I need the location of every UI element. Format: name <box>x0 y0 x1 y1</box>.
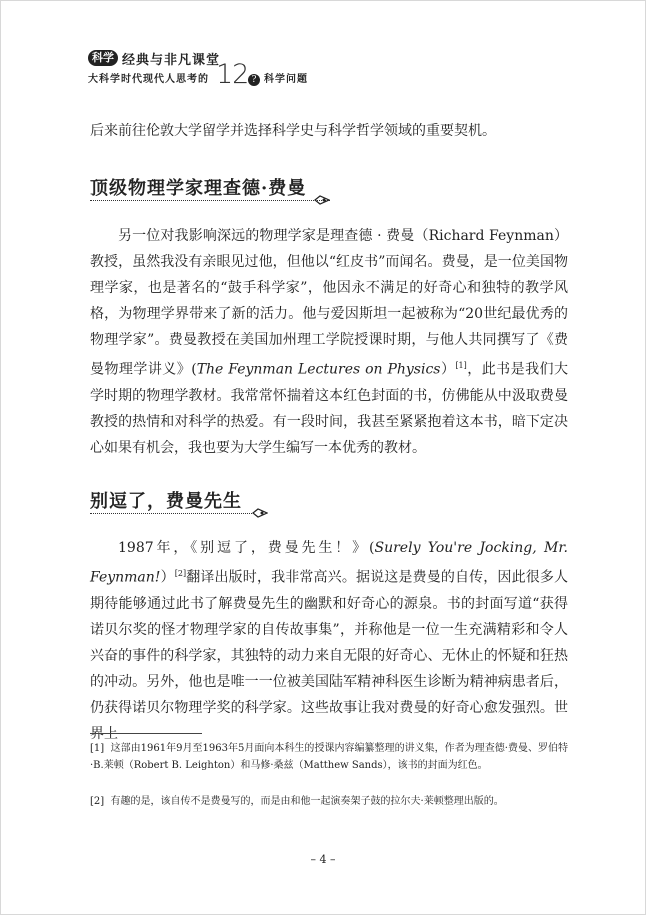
running-header <box>88 46 468 90</box>
ornament-icon <box>314 195 330 205</box>
heading-divider <box>90 200 330 201</box>
footnote-ref-2: [2] <box>174 569 187 578</box>
page-number: – 4 – <box>310 853 336 866</box>
series-logo: 科学 <box>88 50 118 66</box>
footnote-rule <box>90 733 202 734</box>
footnote-2: [2] 有趣的是，该自传不是费曼写的，而是由和他一起演奏架子鼓的拉尔夫·莱顿整理出版的。 <box>90 796 504 807</box>
section-heading-feynman: 顶级物理学家理查德·费曼 <box>90 178 307 199</box>
series-number: 12 <box>216 59 249 90</box>
series-subtitle-right: 科学问题 <box>264 74 308 85</box>
footnote-1: [1] 这部由1961年9月至1963年5月面向本科生的授课内容编纂整理的讲义集，作者为理查德·费曼、罗伯特·B.莱顿（Robert B. Leighton）和马修·桑兹（Matthew Sands），该书的封面为红色。 <box>90 743 568 771</box>
book-title-en: Surely You're Jocking, Mr. Feynman! <box>90 540 568 586</box>
series-title: 经典与非凡课堂 <box>122 53 221 68</box>
intro-line: 后来前往伦敦大学留学并选择科学史与科学哲学领域的重要契机。 <box>90 123 496 139</box>
paragraph-autobiography: 1987年，《别逗了，费曼先生！》(Surely You're Jocking, Mr. Feynman!）[2]翻译出版时，我非常高兴。据说这是费曼的自传，因此很多人期待能够通过此书了解费曼先生的幽默和好奇心的源泉。书的封面写道“获得诺贝尔奖的怪才物理学家的自传故事集”，并称他是一位一生充满精彩和令人兴奋的事件的科学家，其独特的动力来自无限的好奇心、无休止的怀疑和狂热的冲动。另外，他也是唯一一位被美国陆军精神科医生诊断为精神病患者后，仍获得诺贝尔物理学奖的科学家。这些故事让我对费曼的好奇心愈发强烈。世界上 <box>90 540 569 742</box>
series-subtitle-left: 大科学时代现代人思考的 <box>88 74 209 85</box>
paragraph-feynman: 另一位对我影响深远的物理学家是理查德 · 费曼（Richard Feynman）教授，虽然我没有亲眼见过他，但他以“红皮书”而闻名。费曼，是一位美国物理学家，也是著名的“鼓手科学家”，他因永不满足的好奇心和独特的教学风格，为物理学界带来了新的活力。他与爱因斯坦一起被称为“20世纪最优秀的物理学家”。费曼教授在美国加州理工学院授课时期，与他人共同撰写了《费曼物理学讲义》(The Feynman Lectures on Physics）[1]，此书是我们大学时期的物理学教材。我常常怀揣着这本红色封面的书，仿佛能从中汲取费曼教授的热情和对科学的热爱。有一段时间，我甚至紧紧抱着这本书，暗下定决心如果有机会，我也要为大学生编写一本优秀的教材。 <box>90 228 569 456</box>
ornament-icon <box>252 508 268 518</box>
section-heading-surely-joking: 别逗了，费曼先生 <box>90 491 242 512</box>
book-title-en: The Feynman Lectures on Physics <box>196 361 441 378</box>
heading-divider <box>90 513 252 514</box>
question-mark-icon: ? <box>248 74 260 86</box>
footnote-ref-1: [1] <box>455 361 467 370</box>
